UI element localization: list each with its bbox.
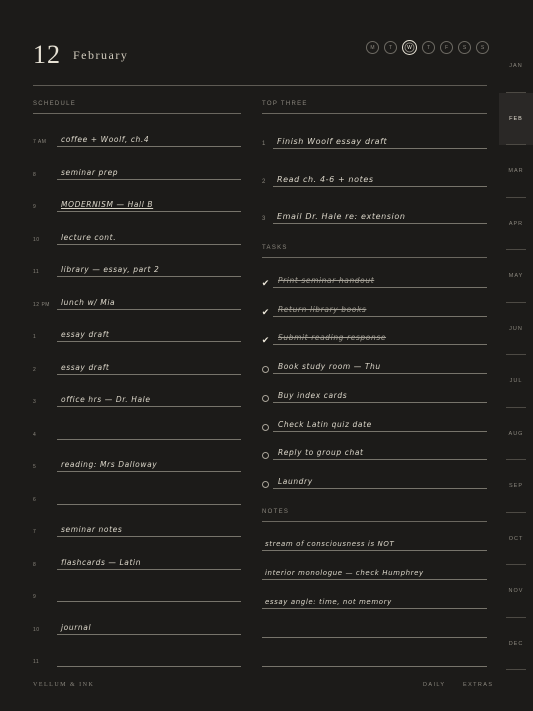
priority-text[interactable]: Email Dr. Hale re: extension [277,212,406,221]
schedule-row[interactable] [33,550,241,570]
month-tab-nov[interactable]: NOV [499,565,533,618]
schedule-row[interactable] [33,517,241,537]
task-item[interactable] [262,383,487,403]
top-three-item[interactable] [262,204,487,224]
task-text[interactable]: Book study room — Thu [278,362,381,372]
priority-line [273,148,487,149]
schedule-entry[interactable]: seminar prep [61,167,119,177]
checkmark-icon[interactable]: ✔ [261,335,270,346]
task-text[interactable]: Submit reading response [278,333,387,343]
schedule-row[interactable] [33,127,241,147]
schedule-entry[interactable]: reading: Mrs Dalloway [61,460,158,469]
hour-label: 6 [33,496,37,503]
task-line [273,316,487,317]
schedule-row[interactable] [33,192,241,212]
schedule-line [57,341,241,342]
priority-number: 2 [262,178,266,185]
priority-line [273,223,487,224]
month-tab-feb[interactable]: FEB [499,93,533,146]
weekday-button[interactable]: T [384,41,397,54]
weekday-button[interactable]: F [440,41,453,54]
note-rule [262,637,487,638]
hour-label: 5 [33,464,37,470]
schedule-row[interactable] [33,582,241,602]
month-tab-mar[interactable]: MAR [499,145,533,198]
daily-link[interactable]: DAILY [423,682,446,688]
top-three-item[interactable] [262,167,487,187]
hour-label: 10 [33,236,40,243]
month-tab-jun[interactable]: JUN [499,303,533,356]
schedule-label: SCHEDULE [33,101,77,107]
hour-label: 8 [33,561,37,568]
schedule-entry[interactable]: lunch w/ Mia [61,297,116,307]
schedule-line [57,666,241,667]
task-line [273,488,487,489]
schedule-entry[interactable]: MODERNISM — Hall B [61,200,154,209]
weekday-button[interactable]: M [366,41,379,54]
weekday-button[interactable]: W [402,40,417,55]
schedule-row[interactable] [33,355,241,375]
month-tab-jan[interactable]: JAN [499,40,533,93]
task-checkbox[interactable] [262,395,269,402]
note-rule [262,666,487,667]
task-line [273,344,487,345]
schedule-entry[interactable]: office hrs — Dr. Hale [61,395,151,404]
task-checkbox[interactable] [262,366,269,373]
weekday-button[interactable]: S [458,41,471,54]
hour-label: 7 [33,529,37,535]
note-line[interactable] [262,647,487,667]
schedule-row[interactable] [33,290,241,310]
schedule-entry[interactable]: flashcards — Latin [61,557,142,567]
schedule-divider [33,113,241,114]
schedule-row[interactable] [33,485,241,505]
note-line[interactable] [262,560,487,580]
task-item[interactable] [262,354,487,374]
note-rule [262,579,487,580]
schedule-entry[interactable]: essay draft [61,330,110,339]
weekday-button[interactable]: S [476,41,489,54]
checkmark-icon[interactable]: ✔ [261,278,270,288]
schedule-row[interactable] [33,452,241,472]
task-item[interactable] [262,297,487,317]
schedule-row[interactable] [33,257,241,277]
schedule-row[interactable] [33,322,241,342]
month-tabs [499,40,533,670]
schedule-line [57,536,241,537]
header-divider [33,85,487,86]
task-text[interactable]: Laundry [278,476,313,486]
weekday-selector [366,41,489,55]
hour-label: 9 [33,594,37,600]
note-line[interactable] [262,589,487,609]
schedule-line [57,439,241,440]
priority-text[interactable]: Finish Woolf essay draft [277,137,388,146]
hour-label: 12 PM [33,301,50,308]
month-name: February [73,48,129,62]
schedule-row[interactable] [33,615,241,635]
task-item[interactable] [262,469,487,489]
top-three-divider [262,113,487,114]
hour-label: 11 [33,659,40,665]
month-tab-may[interactable]: MAY [499,250,533,303]
task-item[interactable] [262,412,487,432]
schedule-line [57,244,241,245]
day-number: 12 [33,40,61,69]
tasks-label: TASKS [262,245,288,251]
schedule-entry[interactable]: journal [61,622,92,632]
schedule-row[interactable] [33,420,241,440]
hour-label: 3 [33,399,37,405]
note-text[interactable]: interior monologue — check Humphrey [265,569,424,577]
priority-text[interactable]: Read ch. 4-6 + notes [277,174,374,184]
schedule-row[interactable] [33,387,241,407]
top-three-label: TOP THREE [262,101,308,107]
task-checkbox[interactable] [262,424,269,431]
schedule-line [57,374,241,375]
month-tab-dec[interactable]: DEC [499,618,533,671]
schedule-line [57,406,241,407]
priority-number: 1 [262,141,266,147]
note-rule [262,608,487,609]
month-tab-jul[interactable]: JUL [499,355,533,408]
schedule-line [57,146,241,147]
task-line [273,459,487,460]
schedule-line [57,276,241,277]
schedule-line [57,504,241,505]
note-line[interactable] [262,531,487,551]
hour-label: 8 [33,171,37,178]
hour-label: 9 [33,204,37,210]
notes-divider [262,521,487,522]
schedule-line [57,211,241,212]
hour-label: 10 [33,626,40,633]
month-tab-aug[interactable]: AUG [499,408,533,461]
notes-label: NOTES [262,509,290,515]
priority-number: 3 [262,216,266,222]
month-tab-apr[interactable]: APR [499,198,533,251]
extras-link[interactable]: EXTRAS [463,682,494,688]
task-text[interactable]: Print seminar handout [278,276,375,285]
note-text[interactable]: stream of consciousness is NOT [265,540,395,548]
priority-line [273,186,487,187]
task-item[interactable] [262,440,487,460]
hour-label: 4 [33,431,37,438]
schedule-line [57,471,241,472]
note-text[interactable]: essay angle: time, not memory [265,598,392,606]
task-text[interactable]: Reply to group chat [278,448,364,458]
schedule-row[interactable] [33,647,241,667]
schedule-entry[interactable]: essay draft [61,362,110,372]
task-line [273,373,487,374]
schedule-entry[interactable]: coffee + Woolf, ch.4 [61,135,150,144]
note-line[interactable] [262,618,487,638]
tasks-divider [262,257,487,258]
schedule-line [57,634,241,635]
schedule-line [57,309,241,310]
schedule-line [57,601,241,602]
task-checkbox[interactable] [262,481,269,488]
brand-logo: VELLUM & INK [33,682,95,688]
task-line [273,402,487,403]
month-tab-oct[interactable]: OCT [499,513,533,566]
schedule-entry[interactable]: seminar notes [61,525,123,534]
schedule-entry[interactable]: library — essay, part 2 [61,265,160,274]
checkmark-icon[interactable]: ✔ [261,306,270,317]
schedule-line [57,179,241,180]
task-text[interactable]: Check Latin quiz date [278,419,372,429]
task-text[interactable]: Buy index cards [278,390,348,400]
month-tab-sep[interactable]: SEP [499,460,533,513]
task-item[interactable] [262,325,487,345]
top-three-item[interactable] [262,129,487,149]
task-line [273,431,487,432]
weekday-button[interactable]: T [422,41,435,54]
task-line [273,287,487,288]
task-text[interactable]: Return library books [278,304,367,314]
hour-label: 2 [33,366,37,373]
schedule-row[interactable] [33,160,241,180]
hour-label: 11 [33,269,40,275]
task-item[interactable] [262,268,487,288]
schedule-line [57,569,241,570]
note-rule [262,550,487,551]
schedule-row[interactable] [33,225,241,245]
task-checkbox[interactable] [262,452,269,459]
schedule-entry[interactable]: lecture cont. [61,232,117,242]
hour-label: 7 AM [33,139,47,145]
hour-label: 1 [33,334,37,340]
